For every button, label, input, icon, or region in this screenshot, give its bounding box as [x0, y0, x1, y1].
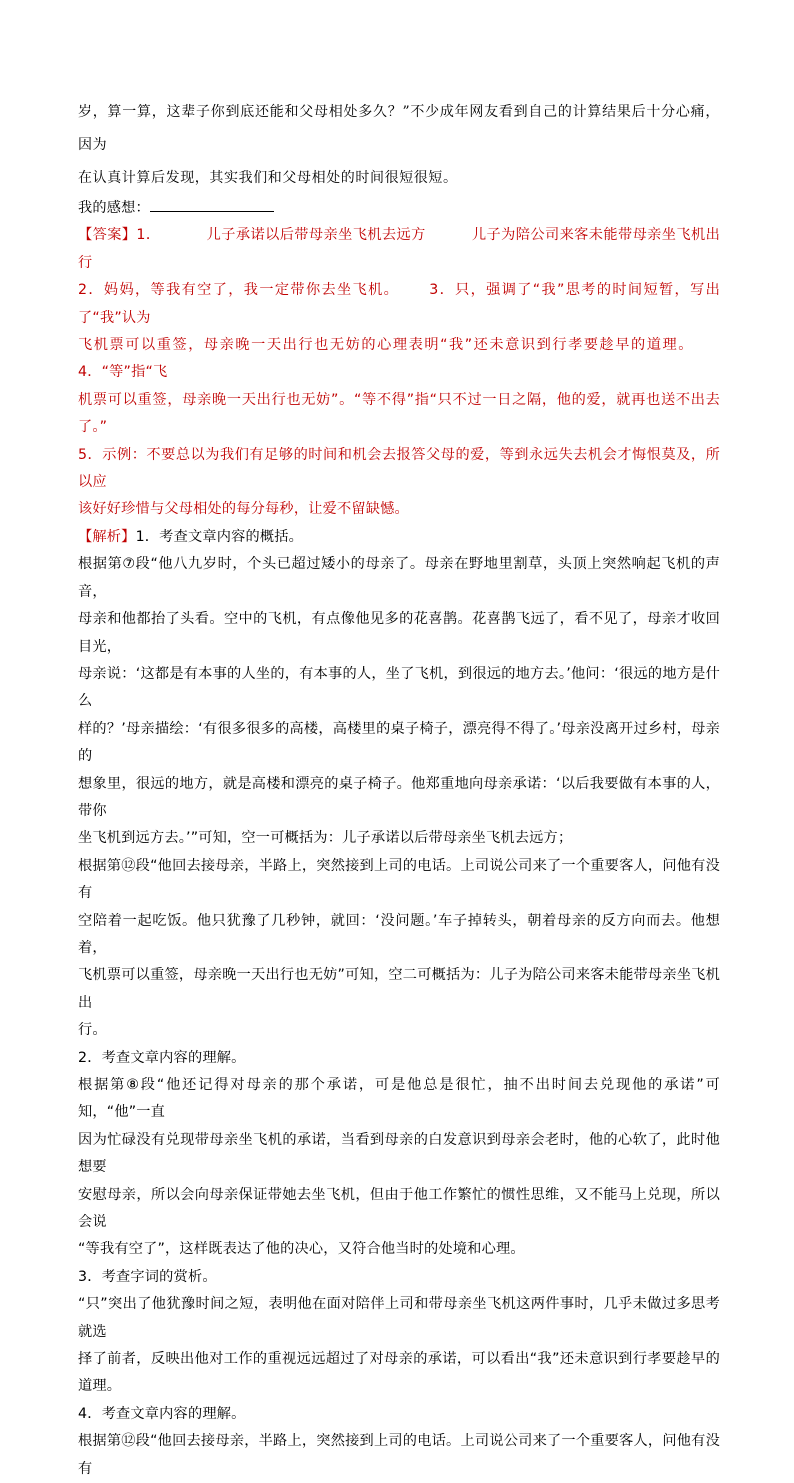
answer-1-blank-1: 儿子承诺以后带母亲坐飞机去远方	[206, 227, 426, 244]
analysis-line: 根据第⑫段“他回去接母亲，半路上，突然接到上司的电话。上司说公司来了一个重要客人，问他有没有	[78, 1433, 720, 1477]
analysis-tag: 【解析】	[78, 528, 136, 545]
analysis-section	[78, 524, 720, 1483]
analysis-line: 母亲说：‘这都是有本事的人坐的，有本事的人，坐了飞机，到很远的地方去。’他问：‘很远的地方是什么	[78, 665, 720, 710]
analysis-item-1-title: 1．考查文章内容的概括。	[135, 528, 304, 545]
analysis-line: 根据第⑦段“他八九岁时，个头已超过矮小的母亲了。母亲在野地里割草，头顶上突然响起飞机的声音，	[78, 556, 720, 600]
analysis-line: 坐飞机到远方去。’”可知，空一可概括为：儿子承诺以后带母亲坐飞机去远方；	[78, 830, 573, 847]
analysis-line: 母亲和他都抬了头看。空中的飞机，有点像他见多的花喜鹊。花喜鹊飞远了，看不见了，母亲才收回目光，	[78, 611, 720, 655]
analysis-item-2-title: 2．考查文章内容的理解。	[78, 1049, 246, 1066]
feeling-label: 我的感想：	[78, 200, 150, 216]
answer-line-1	[78, 222, 720, 277]
analysis-item-3-title: 3．考查字词的赏析。	[78, 1268, 217, 1285]
answer-line-4: 机票可以重签，母亲晚一天出行也无妨”。“等不得”指“只不过一日之隔，他的爱，就再也送不出去了。”	[78, 391, 720, 436]
analysis-line: 安慰母亲，所以会向母亲保证带她去坐飞机，但由于他工作繁忙的惯性思维，又不能马上兑现，所以会说	[78, 1186, 720, 1231]
answer-2: 2．妈妈，等我有空了，我一定带你去坐飞机。	[78, 282, 400, 299]
feeling-prompt	[78, 195, 720, 222]
answer-3: 3．只，强调了“我”思考的时间短暂，写出了“我”认为	[78, 282, 720, 326]
analysis-line: 根据第⑧段“他还记得对母亲的那个承诺，可是他总是很忙，抽不出时间去兑现他的承诺”可知，“他”一直	[78, 1077, 720, 1121]
answer-tag: 【答案】	[78, 227, 137, 244]
passage-line: 岁，算一算，这辈子你到底还能和父母相处多久？”不少成年网友看到自己的计算结果后十分心痛，因为	[78, 104, 720, 153]
analysis-line: 根据第⑫段“他回去接母亲，半路上，突然接到上司的电话。上司说公司来了一个重要客人，问他有没有	[78, 857, 720, 902]
analysis-line: 样的？’母亲描绘：‘有很多很多的高楼，高楼里的桌子椅子，漂亮得不得了。’母亲没离开过乡村，母亲的	[78, 720, 720, 765]
answer-line-2	[78, 277, 720, 332]
analysis-line: 空陪着一起吃饭。他只犹豫了几秒钟，就回：‘没问题。’车子掉转头，朝着母亲的反方向而去。他想着，	[78, 912, 720, 956]
analysis-line: “等我有空了”，这样既表达了他的决心，又符合他当时的处境和心理。	[78, 1241, 525, 1258]
answer-line-5: 5．示例：不要总以为我们有足够的时间和机会去报答父母的爱，等到永远失去机会才悔恨莫及，所以应	[78, 446, 720, 491]
analysis-line: 择了前者，反映出他对工作的重视远远超过了对母亲的承诺，可以看出“我”还未意识到行孝要趁早的道理。	[78, 1351, 720, 1395]
analysis-item-4-title: 4．考查文章内容的理解。	[78, 1405, 246, 1422]
answer-1-number: 1．	[136, 227, 161, 244]
analysis-line: 因为忙碌没有兑现带母亲坐飞机的承诺，当看到母亲的白发意识到母亲会老时，他的心软了，此时他想要	[78, 1131, 720, 1176]
reading-passage-excerpt	[78, 96, 720, 195]
answer-line-3	[78, 332, 720, 387]
analysis-line	[78, 524, 720, 551]
analysis-line: 飞机票可以重签，母亲晚一天出行也无妨”可知，空二可概括为：儿子为陪公司来客未能带母亲坐飞机出	[78, 967, 720, 1011]
document-page	[78, 96, 720, 1483]
answer-1-blank-2: 儿子为陪公司来客未能带母亲坐飞机出行	[78, 227, 720, 271]
analysis-line: 想象里，很远的地方，就是高楼和漂亮的桌子椅子。他郑重地向母亲承诺：‘以后我要做有本事的人，带你	[78, 775, 720, 819]
answer-line-6: 该好好珍惜与父母相处的每分每秒，让爱不留缺憾。	[78, 501, 409, 518]
answer-3-cont: 飞机票可以重签，母亲晚一天出行也无妨的心理表明“我”还未意识到行孝要趁早的道理。	[78, 337, 694, 354]
analysis-line: 行。	[78, 1022, 107, 1039]
answer-section	[78, 195, 720, 524]
answer-4: 4．“等”指“飞	[78, 364, 168, 381]
passage-line: 在认真计算后发现，其实我们和父母相处的时间很短很短。	[78, 170, 458, 186]
feeling-blank[interactable]	[150, 197, 274, 212]
analysis-line: “只”突出了他犹豫时间之短，表明他在面对陪伴上司和带母亲坐飞机这两件事时，几乎未做过多思考就选	[78, 1296, 720, 1340]
